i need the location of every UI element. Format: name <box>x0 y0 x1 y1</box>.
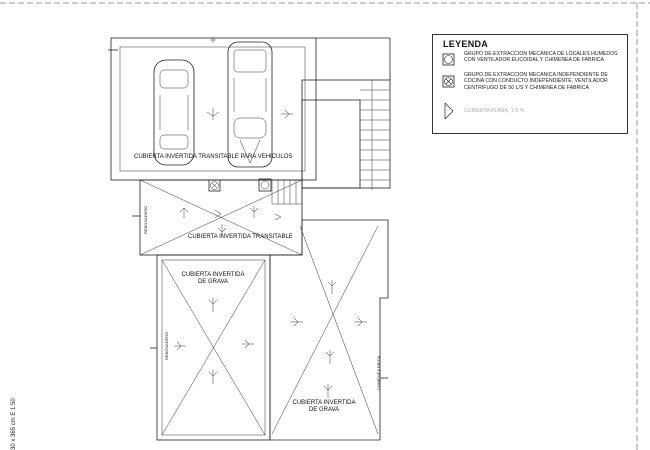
side-label-left-top: REBOSADERO <box>143 205 148 234</box>
side-label-left-bottom: REBOSADERO <box>164 331 169 360</box>
garage-roof-label: CUBIERTA INVERTIDA TRANSITABLE PARA VEHICULOS <box>134 154 293 160</box>
gravel-right-arrows <box>291 280 367 398</box>
stairs <box>302 80 390 190</box>
legend-item-3: CUBIERTA PLANA, 1-5 % <box>464 108 525 114</box>
gravel-left-label: CUBIERTA INVERTIDA DE GRAVA <box>181 272 245 285</box>
legend-item-2: GRUPO DE EXTRACCION MECANICA INDEPENDIENTE DE COCINA CON CONDUCTO INDEPENDIENTE, VENTILADOR CENTRIFUGO DE 50 L/S Y CHIMENEA DE FABRICA <box>464 72 608 91</box>
legend-item-1: GRUPO DE EXTRACCION MECANICA DE LOCALES HUMEDOS CON VENTILADOR ELICOIDAL Y CHIMENEA DE FABRICA <box>464 51 618 64</box>
legend-box <box>432 34 628 134</box>
slope-arrow-icon <box>443 101 457 121</box>
circle-in-square-icon <box>442 53 456 67</box>
side-label-right: CHIMENEA BRIDA <box>376 355 381 390</box>
gravel-left-arrows <box>174 298 254 384</box>
crossed-circle-in-square-icon <box>442 75 456 89</box>
car-left <box>154 60 194 165</box>
scale-note: 30 x 365 cm E 1:50 <box>11 398 17 450</box>
gravel-right-label: CUBIERTA INVERTIDA DE GRAVA <box>292 400 356 413</box>
terrace-slope-arrows <box>180 206 281 236</box>
car-right <box>228 42 272 167</box>
garage-roof-inner <box>120 47 305 171</box>
legend-title: LEYENDA <box>443 39 489 49</box>
vent-crossed-icon <box>209 180 220 191</box>
vent-circle-icon <box>259 179 271 191</box>
garage-slope-arrows <box>207 37 293 120</box>
terrace-roof-label: CUBIERTA INVERTIDA TRANSITABLE <box>188 234 293 240</box>
